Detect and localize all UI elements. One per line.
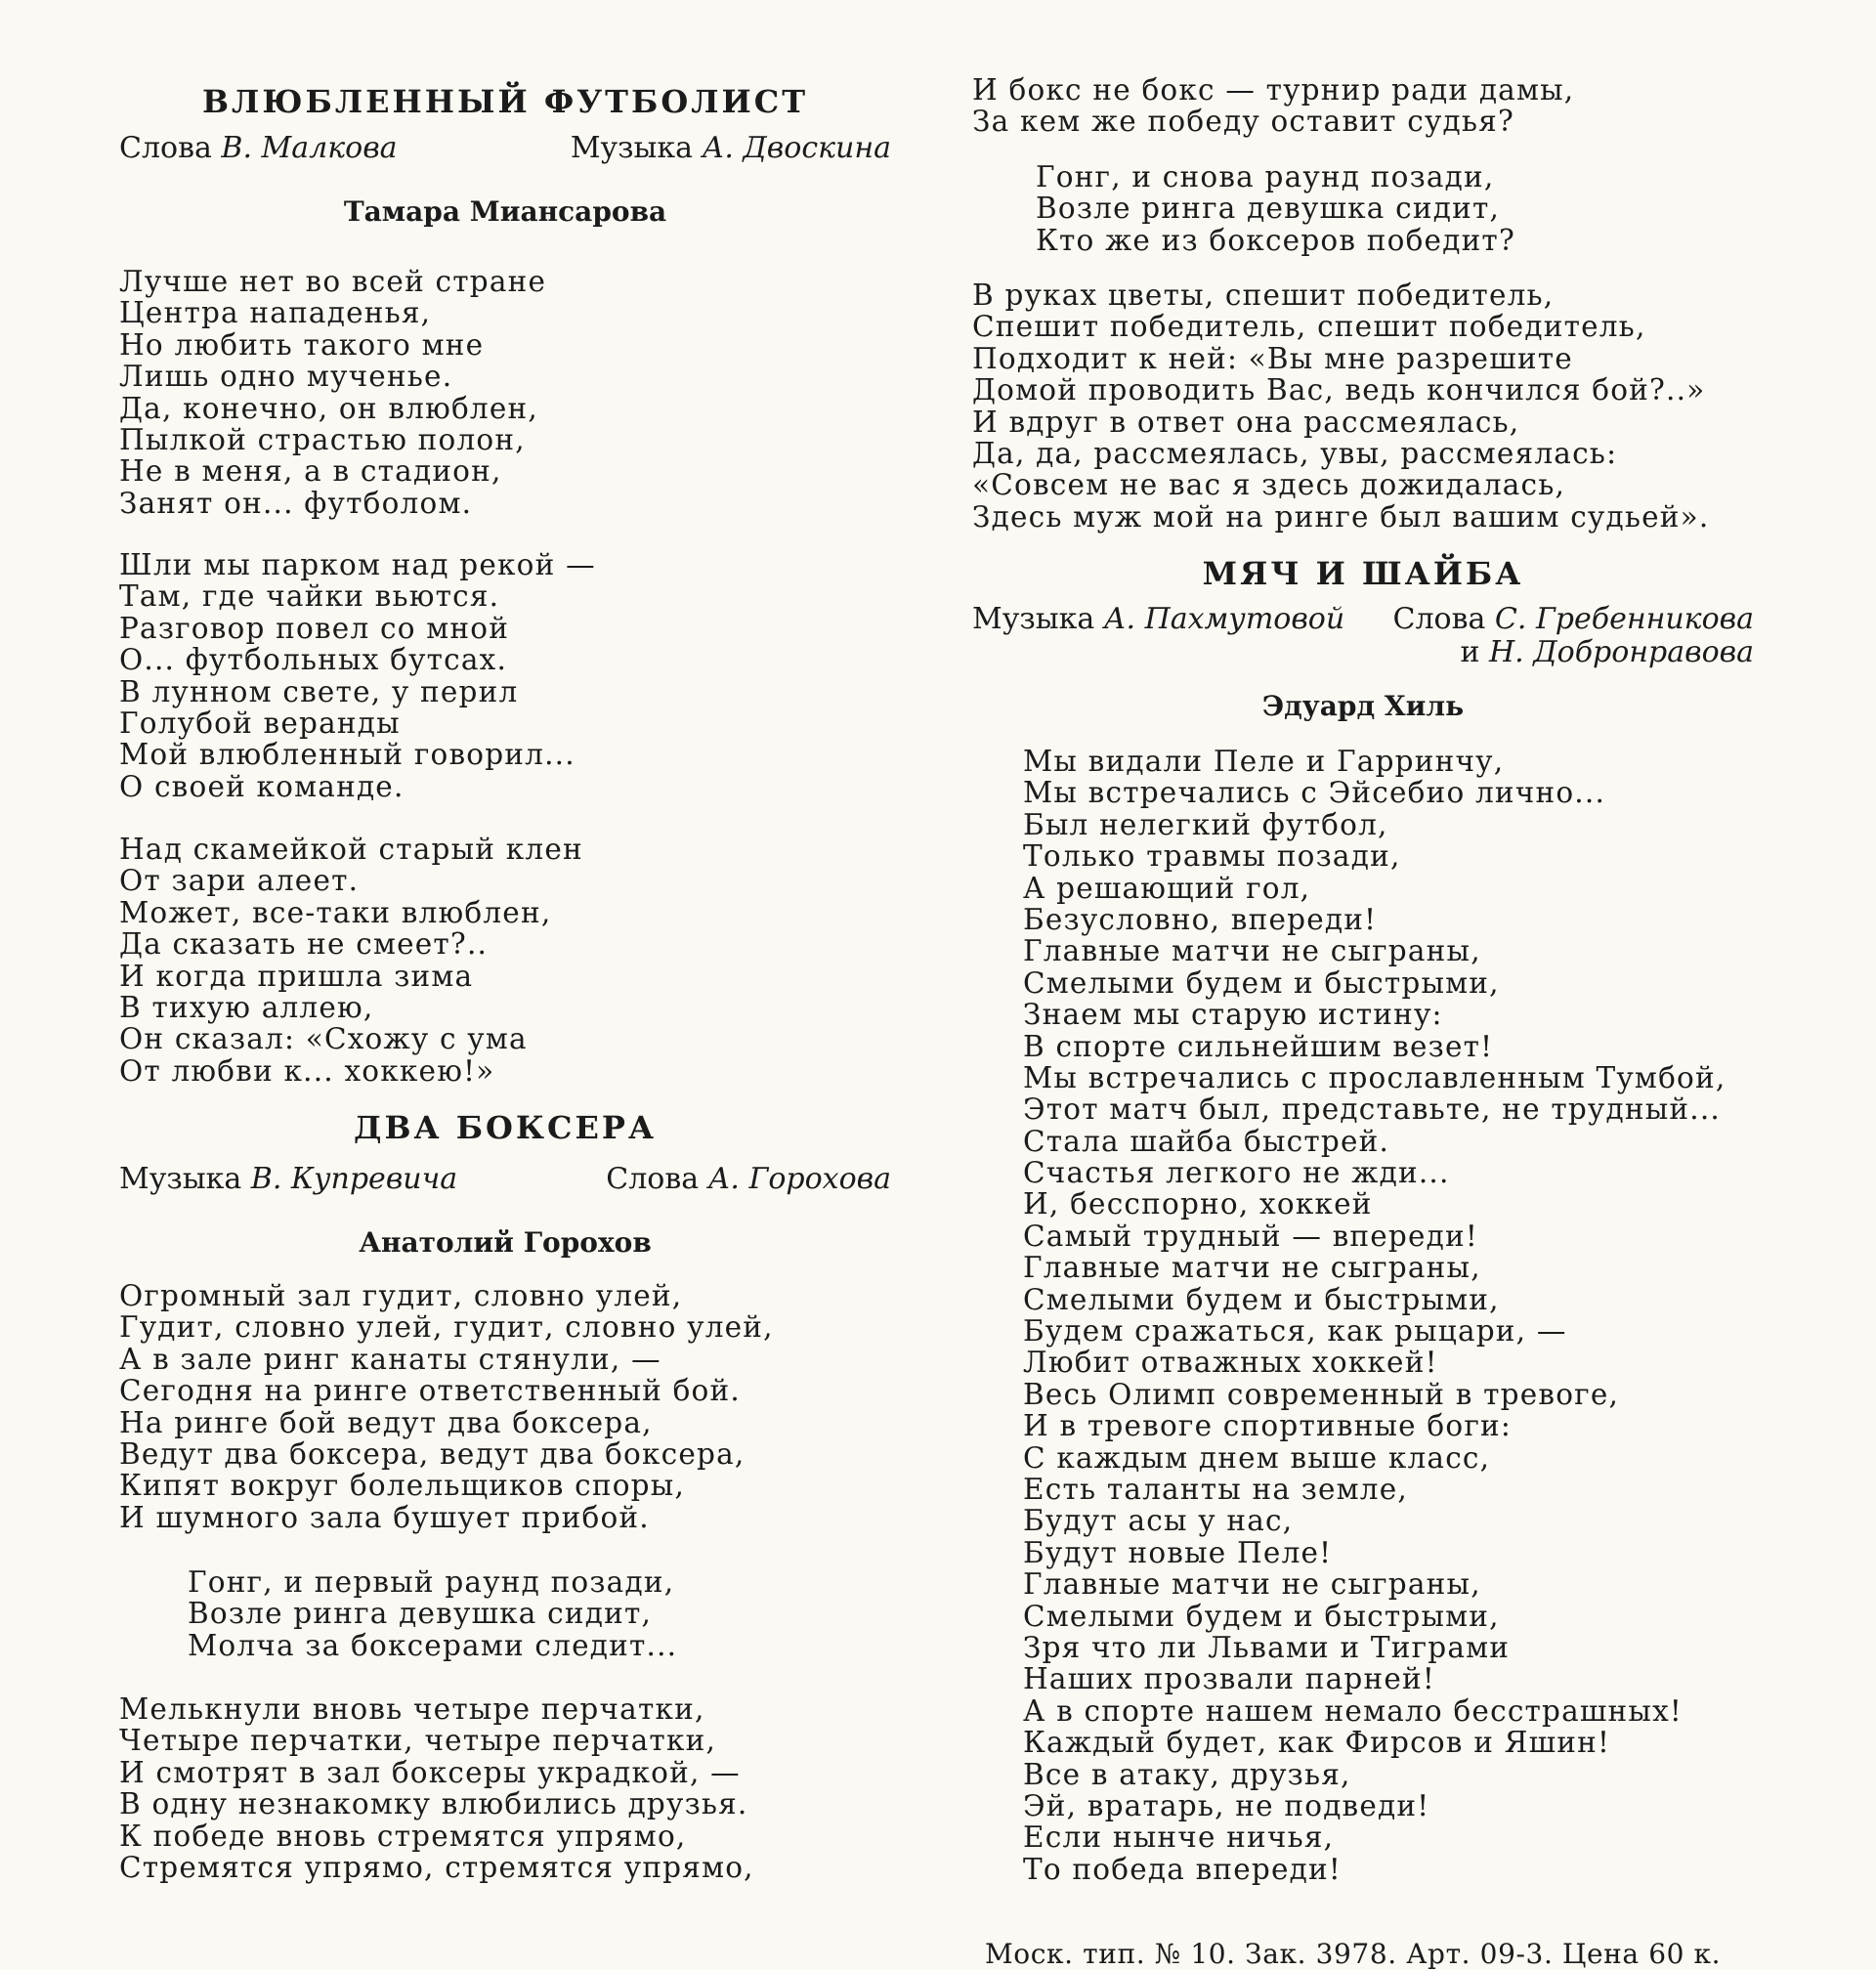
song-title: ДВА БОКСЕРА	[353, 1109, 657, 1146]
lyric-line: Знаем мы старую истину:	[1023, 998, 1443, 1032]
lyric-line: В одну незнакомку влюбились друзья.	[119, 1787, 748, 1821]
lyric-line: Стала шайба быстрей.	[1023, 1124, 1390, 1158]
lyric-line: Может, все-таки влюблен,	[119, 895, 552, 929]
lyric-line: Над скамейкой старый клен	[119, 833, 583, 866]
lyric-line: Весь Олимп современный в тревоге,	[1023, 1377, 1620, 1411]
lyric-line: И вдруг в ответ она рассмеялась,	[972, 405, 1520, 439]
lyric-line: Мы встречались с Эйсебио лично...	[1023, 776, 1606, 810]
lyric-line: Только травмы позади,	[1023, 839, 1401, 874]
lyric-line: Четыре перчатки, четыре перчатки,	[119, 1724, 717, 1758]
lyric-line: От зари алеет.	[119, 864, 360, 898]
lyric-line: Будем сражаться, как рыцари, —	[1023, 1314, 1567, 1349]
lyric-line: Главные матчи не сыграны,	[1023, 1251, 1481, 1285]
lyric-line: Голубой веранды	[119, 706, 401, 740]
lyricist-credit-second: и Н. Добронравова	[1460, 635, 1754, 669]
lyric-line: То победа впереди!	[1023, 1852, 1342, 1886]
lyric-line: Безусловно, впереди!	[1023, 902, 1378, 936]
lyric-line: С каждым днем выше класс,	[1023, 1440, 1491, 1475]
lyric-line: Гудит, словно улей, гудит, словно улей,	[119, 1310, 774, 1345]
stanza	[972, 74, 1574, 138]
chorus	[188, 1566, 677, 1661]
lyric-line: Молча за боксерами следит...	[188, 1628, 678, 1662]
lyric-line: Мелькнули вновь четыре перчатки,	[119, 1692, 705, 1726]
lyric-line: Наших прозвали парней!	[1023, 1662, 1435, 1696]
performer-name: Тамара Миансарова	[343, 195, 667, 228]
lyric-line: Этот матч был, представьте, не трудный...	[1023, 1092, 1721, 1127]
song-title: ВЛЮБЛЕННЫЙ ФУТБОЛИСТ	[201, 83, 809, 120]
lyric-line: О своей команде.	[119, 769, 405, 803]
performer-name: Анатолий Горохов	[359, 1226, 652, 1259]
lyric-line: Занят он... футболом.	[119, 486, 473, 520]
lyric-line: И смотрят в зал боксеры украдкой, —	[119, 1755, 741, 1789]
lyric-line: И бокс не бокс — турнир ради дамы,	[972, 73, 1575, 107]
lyric-line: Эй, вратарь, не подведи!	[1023, 1788, 1430, 1822]
lyric-line: Лишь одно мученье.	[119, 360, 453, 394]
stanza	[119, 1280, 774, 1533]
lyric-line: Да, да, рассмеялась, увы, рассмеялась:	[972, 436, 1618, 470]
print-imprint: Моск. тип. № 10. Зак. 3978. Арт. 09-3. Цена 60 к.	[985, 1938, 1722, 1970]
lyricist-credit: Слова А. Горохова	[606, 1162, 891, 1196]
stanza	[119, 1693, 754, 1883]
lyric-line: В спорте сильнейшим везет!	[1023, 1029, 1494, 1063]
lyric-line: В лунном свете, у перил	[119, 674, 519, 708]
lyric-line: Смелыми будем и быстрыми,	[1023, 1599, 1500, 1633]
lyric-line: Домой проводить Вас, ведь кончился бой?..»	[972, 373, 1706, 407]
composer-credit: Музыка А. Пахмутовой	[972, 602, 1345, 636]
stanza	[119, 266, 546, 519]
lyricist-credit: Слова С. Гребенникова	[1392, 602, 1754, 636]
lyric-line: И когда пришла зима	[119, 959, 474, 993]
lyric-line: Гонг, и снова раунд позади,	[1036, 160, 1495, 193]
lyric-line: Стремятся упрямо, стремятся упрямо,	[119, 1850, 754, 1884]
lyric-line: И в тревоге спортивные боги:	[1023, 1409, 1512, 1443]
lyric-line: И шумного зала бушует прибой.	[119, 1500, 650, 1534]
lyric-line: Будут новые Пеле!	[1023, 1535, 1333, 1569]
lyric-line: Есть таланты на земле,	[1023, 1472, 1408, 1506]
performer-name: Эдуард Хиль	[1261, 690, 1465, 722]
lyric-line: К победе вновь стремятся упрямо,	[119, 1819, 687, 1853]
lyric-line: Все в атаку, друзья,	[1023, 1757, 1351, 1791]
lyric-line: В руках цветы, спешит победитель,	[972, 278, 1555, 312]
lyric-line: И, бесспорно, хоккей	[1023, 1187, 1373, 1221]
lyric-line: Возле ринга девушка сидит,	[188, 1597, 653, 1631]
lyric-line: Будут асы у нас,	[1023, 1504, 1294, 1538]
lyric-line: А в спорте нашем немало бесстрашных!	[1023, 1693, 1683, 1728]
lyric-line: Шли мы парком над рекой —	[119, 548, 596, 581]
lyric-line: Смелыми будем и быстрыми,	[1023, 1282, 1500, 1316]
lyric-line: Там, где чайки вьются.	[119, 579, 500, 614]
stanza	[972, 279, 1709, 533]
lyric-line: Любит отважных хоккей!	[1023, 1346, 1438, 1380]
lyric-line: Сегодня на ринге ответственный бой.	[119, 1374, 741, 1408]
lyric-line: Если нынче ничья,	[1023, 1820, 1335, 1855]
lyric-line: О... футбольных бутсах.	[119, 643, 508, 677]
song-credits	[972, 603, 1754, 671]
lyric-line: Возле ринга девушка сидит,	[1036, 192, 1501, 226]
lyric-line: Каждый будет, как Фирсов и Яшин!	[1023, 1726, 1611, 1760]
lyric-line: Счастья легкого не жди...	[1023, 1156, 1450, 1190]
lyric-line: А в зале ринг канаты стянули, —	[119, 1342, 661, 1376]
lyricist-credit: Слова В. Малкова	[119, 131, 398, 165]
stanza	[1023, 746, 1726, 1885]
lyric-line: В тихую аллею,	[119, 990, 374, 1024]
lyric-line: Но любить такого мне	[119, 327, 485, 362]
lyric-line: Гонг, и первый раунд позади,	[188, 1565, 675, 1599]
stanza	[119, 834, 583, 1087]
lyric-line: Он сказал: «Схожу с ума	[119, 1022, 528, 1056]
lyric-line: Спешит победитель, спешит победитель,	[972, 310, 1646, 344]
lyric-line: Лучше нет во всей стране	[119, 265, 547, 298]
lyric-line: Ведут два боксера, ведут два боксера,	[119, 1436, 746, 1471]
lyric-line: Смелыми будем и быстрыми,	[1023, 965, 1500, 1000]
lyric-line: Главные матчи не сыграны,	[1023, 1567, 1481, 1602]
lyric-line: Здесь муж мой на ринге был вашим судьей».	[972, 499, 1710, 534]
lyric-line: Зря что ли Львами и Тиграми	[1023, 1630, 1511, 1664]
lyric-line: Был нелегкий футбол,	[1023, 807, 1388, 841]
lyric-line: На ринге бой ведут два боксера,	[119, 1405, 653, 1439]
lyric-line: Огромный зал гудит, словно улей,	[119, 1279, 683, 1312]
composer-credit: Музыка А. Двоскина	[570, 131, 891, 165]
lyric-line: Мой влюбленный говорил...	[119, 738, 576, 772]
song-title: МЯЧ И ШАЙБА	[1202, 555, 1524, 592]
lyric-line: От любви к... хоккею!»	[119, 1053, 495, 1088]
lyric-line: Подходит к ней: «Вы мне разрешите	[972, 341, 1573, 375]
lyric-line: Кипят вокруг болельщиков споры,	[119, 1469, 686, 1503]
lyric-line: Разговор повел со мной	[119, 611, 510, 645]
lyric-line: Пылкой страстью полон,	[119, 422, 526, 456]
lyric-line: Да, конечно, он влюблен,	[119, 391, 538, 425]
lyric-line: Да сказать не смеет?..	[119, 927, 489, 962]
lyric-line: «Совсем не вас я здесь дожидалась,	[972, 468, 1566, 502]
lyric-line: За кем же победу оставит судья?	[972, 105, 1514, 139]
lyric-line: Центра нападенья,	[119, 296, 432, 330]
lyric-line: Не в меня, а в стадион,	[119, 454, 502, 489]
lyric-line: А решающий гол,	[1023, 871, 1311, 905]
chorus	[1036, 161, 1515, 256]
composer-credit: Музыка В. Купревича	[119, 1162, 458, 1196]
lyric-line: Самый трудный — впереди!	[1023, 1219, 1478, 1253]
lyric-line: Мы видали Пеле и Гарринчу,	[1023, 745, 1505, 778]
lyric-line: Кто же из боксеров победит?	[1036, 223, 1515, 257]
stanza	[119, 549, 596, 802]
lyric-line: Мы встречались с прославленным Тумбой,	[1023, 1060, 1727, 1094]
lyric-line: Главные матчи не сыграны,	[1023, 934, 1481, 968]
